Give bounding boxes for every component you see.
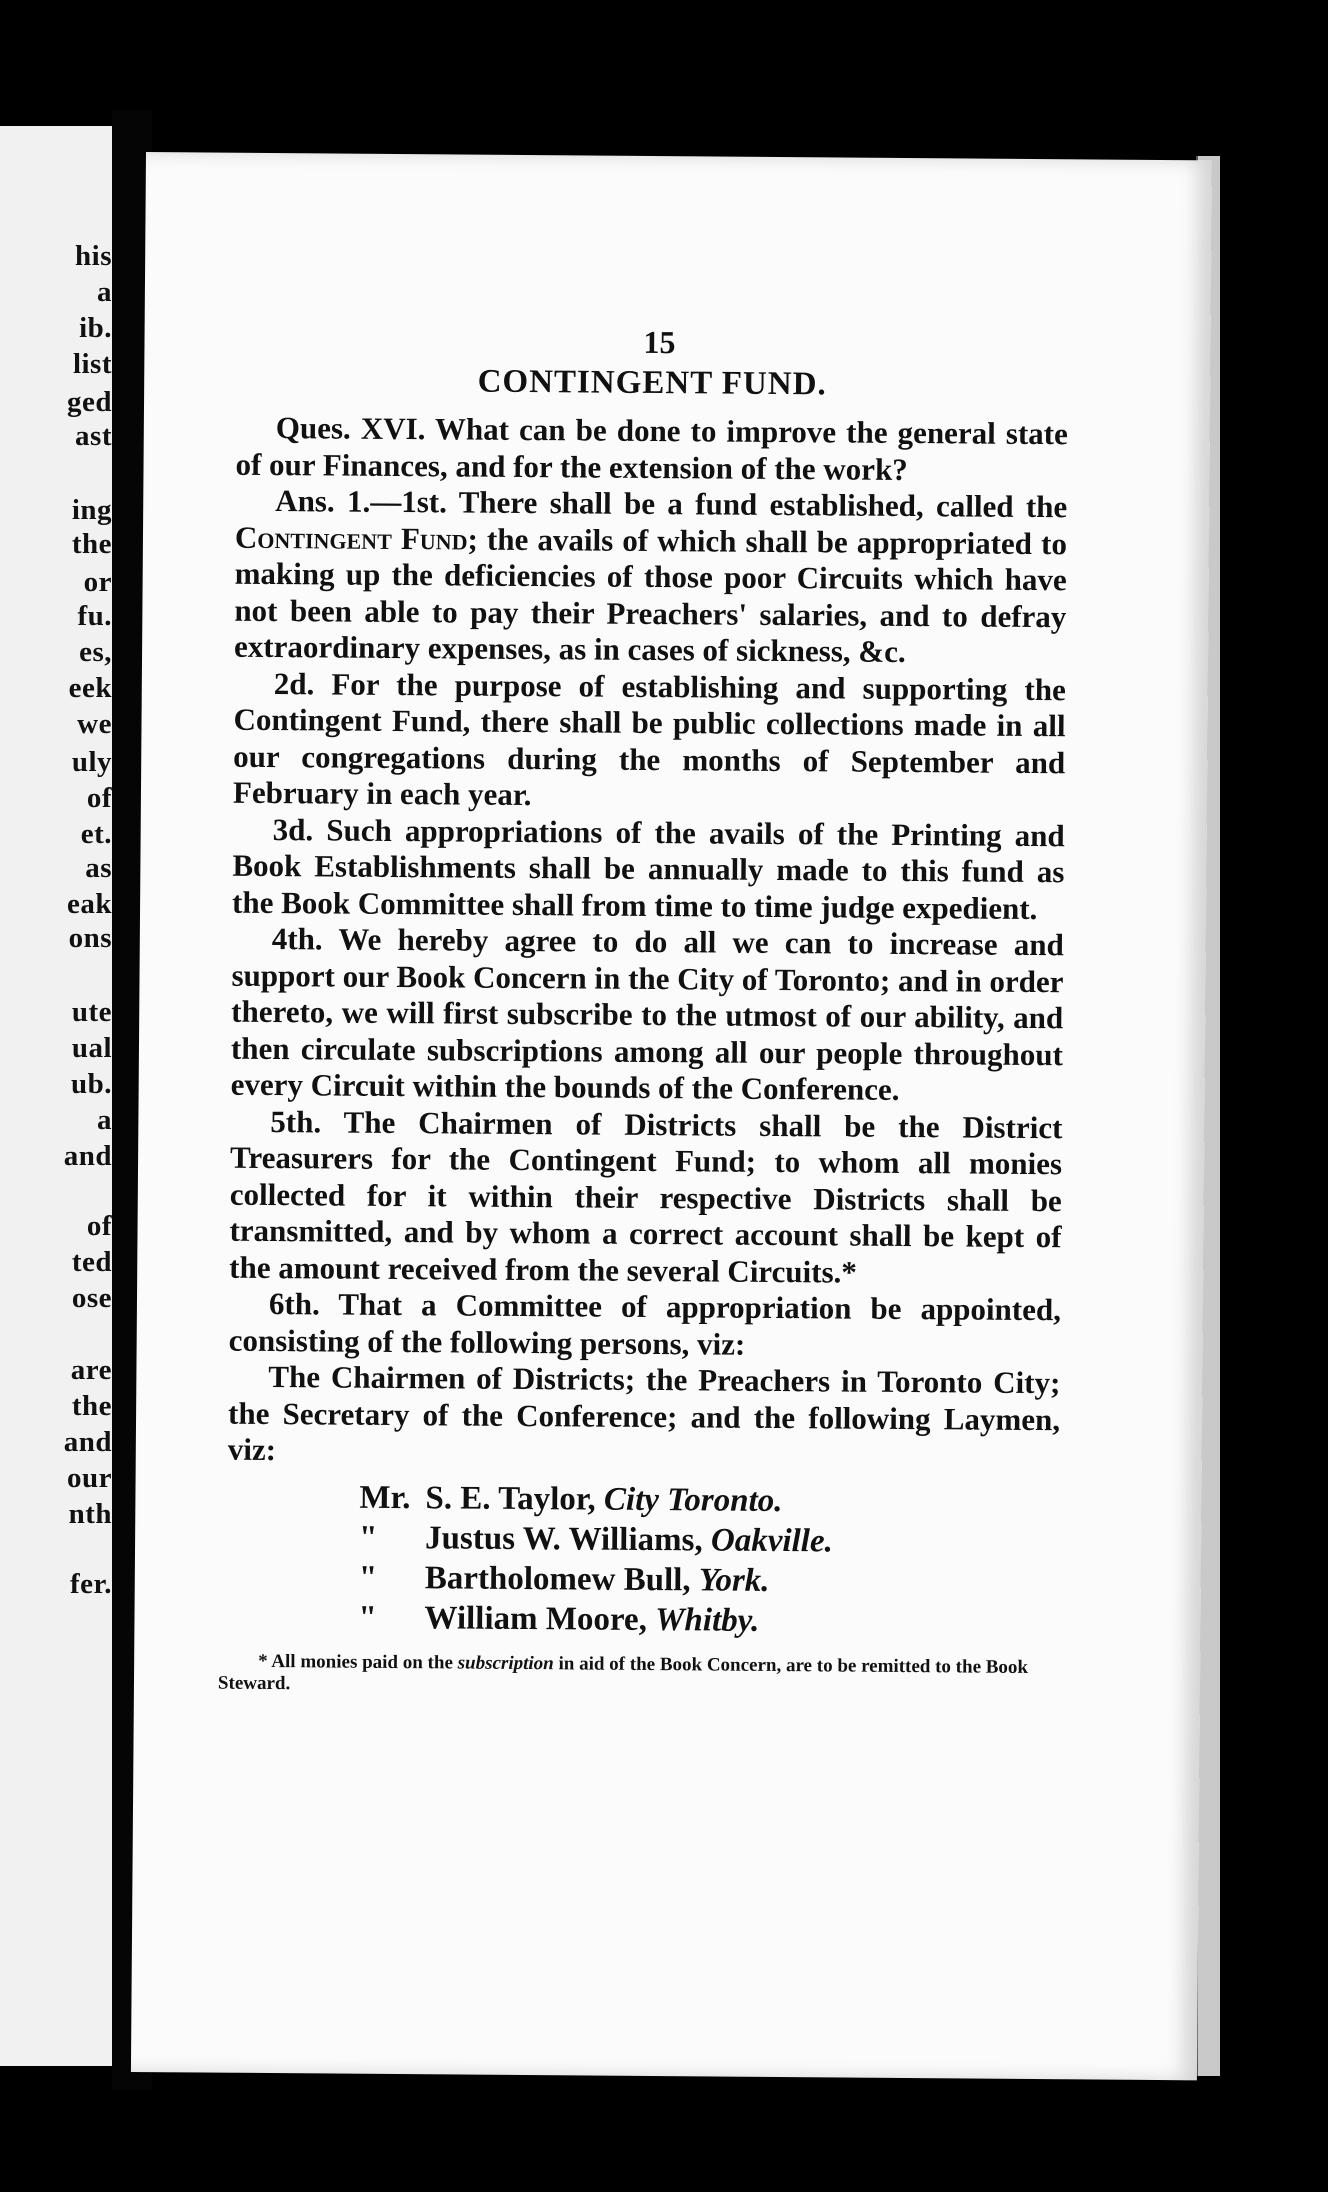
laymen-list: [358, 1477, 1059, 1642]
laymen-name: Bartholomew Bull,: [424, 1559, 691, 1598]
left-page-fragment: the: [71, 1390, 112, 1422]
laymen-place: Oakville.: [710, 1521, 833, 1559]
left-page-fragment: or: [83, 566, 112, 598]
left-page-fragment: and: [63, 1140, 112, 1172]
left-page-fragment: and: [63, 1426, 112, 1458]
left-page-fragment: as: [85, 852, 112, 884]
left-page-fragment: fu.: [77, 600, 112, 632]
laymen-row: [359, 1517, 1059, 1562]
paragraph-5th: 5th. The Chairmen of Districts shall be the District Treasurers for the Contingent Fund; to whom all monies collected for it within their respective Districts shall be transmitted, and by whom a correct account shall be kept of the amount received from the several Circuits.*: [229, 1103, 1063, 1290]
left-page-fragment: ute: [71, 996, 112, 1028]
laymen-prefix: ": [358, 1599, 377, 1636]
left-page-fragment: of: [86, 1210, 112, 1242]
left-page-fragment: ons: [68, 922, 112, 954]
laymen-place: Whitby.: [655, 1601, 760, 1639]
laymen-name: S. E. Taylor,: [425, 1479, 596, 1518]
laymen-row: [358, 1597, 1058, 1642]
left-page-fragment: a: [97, 1104, 112, 1136]
left-page-fragment: his: [75, 240, 112, 272]
left-page-fragment: list: [72, 348, 112, 380]
left-page-fragment: our: [67, 1462, 112, 1494]
left-page-fragment: the: [71, 528, 112, 560]
left-page-fragment: we: [77, 708, 112, 740]
left-page-fragment: ib.: [79, 312, 112, 344]
laymen-place: City Toronto.: [603, 1481, 783, 1519]
left-page-fragment: eak: [67, 888, 112, 920]
left-page-margin: [0, 126, 118, 2066]
answer-1-prefix: Ans. 1.—1st. There shall be a fund established, called the: [275, 483, 1068, 525]
paragraph-2d: 2d. For the purpose of establishing and supporting the Contingent Fund, there shall be public collections made in all our congregations during the months of September and February in each year.: [232, 665, 1066, 813]
left-page-fragment: et.: [80, 818, 112, 850]
paragraph-chairmen: The Chairmen of Districts; the Preachers in Toronto City; the Secretary of the Conference; and the following Laymen, viz:: [227, 1358, 1061, 1468]
footnote-start: * All monies paid on the: [258, 1650, 454, 1673]
book-page: [131, 152, 1212, 2080]
laymen-prefix: Mr.: [359, 1479, 411, 1516]
left-page-fragment: fer.: [70, 1568, 112, 1600]
left-page-fragment: uly: [71, 746, 112, 778]
left-page-fragment: of: [86, 782, 112, 814]
paragraph-3d: 3d. Such appropriations of the avails of the Printing and Book Establishments shall be annually made to this fund as the Book Committee shall from time to time judge expedient.: [231, 811, 1065, 926]
left-page-fragment: are: [70, 1354, 112, 1386]
answer-paragraph-1: [234, 483, 1067, 672]
laymen-prefix: ": [358, 1519, 378, 1556]
contingent-fund-term: Contingent Fund: [234, 519, 468, 557]
laymen-name: William Moore,: [424, 1599, 648, 1638]
section-heading: CONTINGENT FUND.: [477, 363, 827, 402]
question-paragraph: [235, 410, 1068, 490]
laymen-row: [359, 1557, 1059, 1602]
paragraph-6th: 6th. That a Committee of appropriation be appointed, consisting of the following persons, viz:: [228, 1286, 1062, 1362]
left-page-fragment: nth: [68, 1498, 112, 1530]
left-page-fragment: ual: [71, 1032, 112, 1064]
laymen-row: [359, 1477, 1059, 1522]
laymen-name: Justus W. Williams,: [424, 1519, 703, 1558]
left-page-fragment: ged: [67, 386, 112, 418]
question-text: What can be done to improve the general state of our Finances, and for the extension of the work?: [235, 411, 1068, 487]
page-number: 15: [643, 323, 676, 361]
laymen-prefix: ": [358, 1559, 378, 1596]
question-label: Ques. XVI.: [275, 410, 426, 447]
paragraph-4th: 4th. We hereby agree to do all we can to increase and support our Book Concern in the City of Toronto; and in order thereto, we will first subscribe to the utmost of our ability, and then circulate subscriptions among all our people throughout every Circuit within the bounds of the Conference.: [230, 921, 1064, 1107]
left-page-fragment: ted: [71, 1246, 112, 1278]
left-page-fragment: ast: [75, 420, 112, 452]
left-page-fragment: eek: [68, 672, 112, 704]
left-page-fragment: es,: [79, 636, 112, 668]
page-content: [217, 321, 1069, 1701]
footnote: [218, 1650, 1058, 1701]
left-page-fragment: ing: [71, 494, 112, 526]
footnote-italic: subscription: [457, 1651, 554, 1674]
left-page-fragment: ose: [71, 1282, 112, 1314]
answer-1-rest: ; the avails of which shall be appropriated to making up the deficiencies of those poor Circuits which have not been able to pay their Preachers' salaries, and to defray extraordinary expenses, as in cases of sickness, &c.: [233, 521, 1068, 669]
left-page-fragment: a: [97, 276, 112, 308]
left-page-fragment: ub.: [70, 1068, 112, 1100]
footnote-end: in aid of the Book Concern, are to be remitted to the Book Steward.: [217, 1652, 1029, 1694]
laymen-place: York.: [698, 1561, 770, 1599]
